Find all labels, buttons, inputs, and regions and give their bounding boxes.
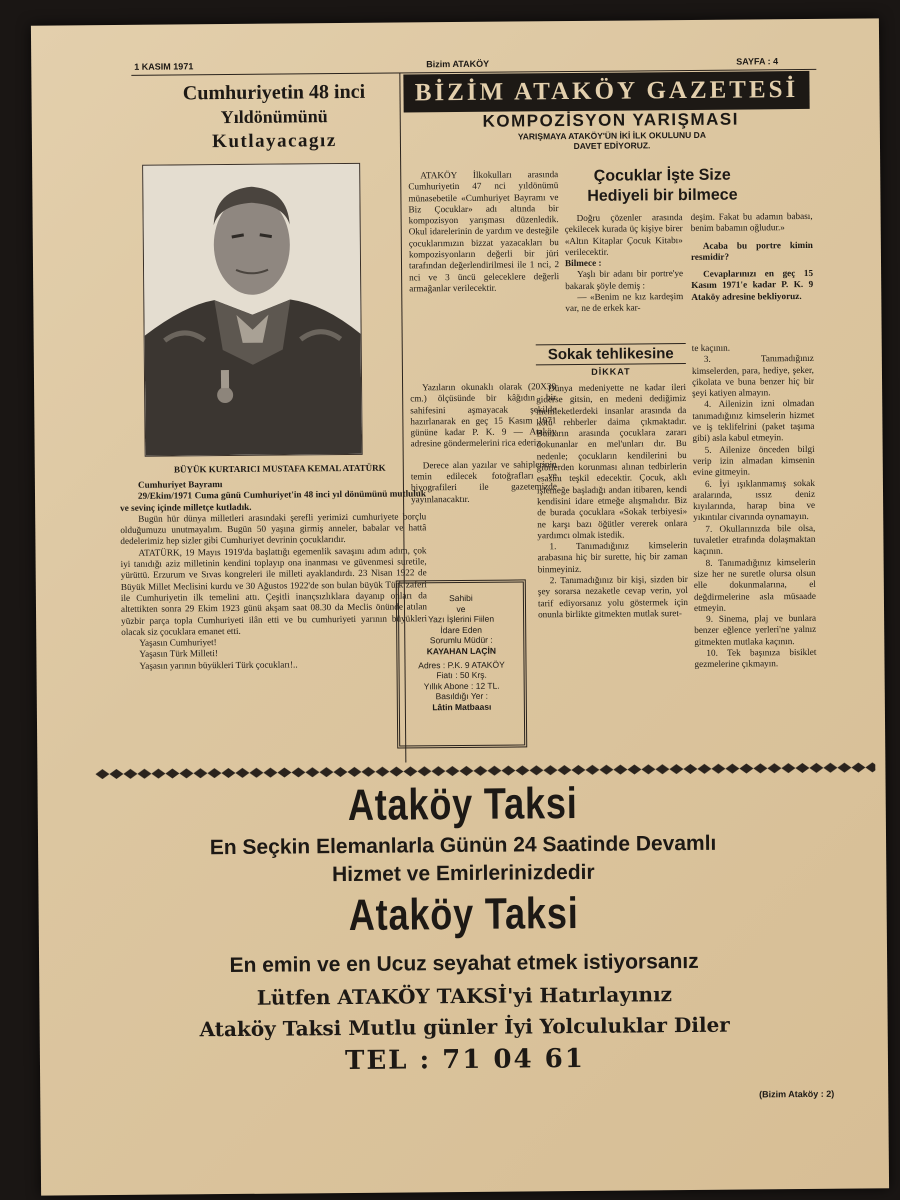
puzzle-article — [565, 212, 684, 315]
article-paragraph: 10. Tek başınıza bisiklet gezmelerine çıkmayın. — [694, 646, 817, 670]
imprint-line: Basıldığı Yer : — [435, 691, 489, 702]
invite-line: DAVET EDİYORUZ. — [573, 140, 651, 151]
article-paragraph: 1. Tanımadığınız kimselerin arabasına hiç bir surette, hiç bir zaman binmeyiniz. — [537, 540, 688, 575]
imprint-line: Sahibi — [449, 592, 473, 604]
article-paragraph: 7. Okullarınızda bile olsa, tuvaletler etrafında dolaşmaktan kaçının. — [693, 522, 816, 557]
article-paragraph: Derece alan yazılar ve sahiplerinin temin edilecek fotoğrafları ve biyografileri ile gazetemizde yayınlanacaktır. — [410, 458, 557, 505]
article-paragraph: ATATÜRK, 19 Mayıs 1919'da başlattığı egemenlik savaşını adım adım, çok iyi tanıdığı aziz milletinin kendini toplayıp ona inanması ve güvenmesi suretile, yürüttü. Erzurum ve Sıvas kongreleri ile milleti ayaklandırdı. 23 Nisan 1922 de Büyük Millet Meclisini kurdu ve 30 Ağustos 1922'de son bulan büyük Türk zaferi ile Cumhuriyetin ilk temelini attı. Çeşitli inançsızlıklara dayanıp onları da altettikten sonra 29 Ekim 1923 günü akşam saat 08.30 da Meclis önünde atılan yüzbir parça topla Cumhuriyeti ilân etti ve bu cumhuriyeti yarının büyükleri olacak siz çocuklara emanet etti. — [120, 545, 428, 637]
article-paragraph: 29/Ekim/1971 Cuma günü Cumhuriyet'in 48 inci yıl dönümünü mutluluk ve sevinç içinde milletçe kutladık. — [120, 488, 427, 513]
article-paragraph: 4. Ailenizin izni olmadan tanımadığınız kimselerin hizmet ve iş teklifelrini (paket taşıma gibi) asla kabul etmeyin. — [692, 398, 815, 444]
article-paragraph: Dünya medeniyette ne kadar ileri giderse gitsin, en medeni dediğimiz memleketlerdeki insanlar arasında da kötü rehberler daima çıkmaktadır. Bunların arasında çocuklara zararı dokunanlar en mel'unları dır. Bu nedenle; çocukların kendilerini bu gibilerden korunması alınan tedbirlerin esasını teşkil edecektir. Çocuk, aklı işlemeğe başladığı andan itibaren, kendi kendisini idare etmeğe alışmalıdır. Biz de burada çocuklara «Sokak terbiyesi» ne karşı bazı öğütler vererek onlara yardımcı olmak istedik. — [536, 382, 688, 541]
ornament-border — [95, 760, 875, 779]
article-paragraph: — «Benim ne kız kardeşim var, ne de erkek kar- — [565, 291, 684, 314]
imprint-line: ve — [456, 603, 466, 614]
imprint-line: Yazı İşlerini Fiilen — [428, 613, 495, 625]
paper-name: Bizim ATAKÖY — [426, 58, 490, 70]
puzzle-article-cont — [691, 211, 814, 303]
article-paragraph: 2. Tanımadığınız bir kişi, sizden bir şey sorarsa nezaketle cevap verin, yol tarif ediyorsanız yolu göstermek için onunla birlikte gitmekten mutlak suret- — [537, 574, 689, 620]
ad-line: Hizmet ve Emirlerinizdedir — [331, 860, 595, 887]
article-paragraph: Yaşasın yarının büyükleri Türk çocukları!.. — [139, 659, 298, 671]
article-paragraph: deşim. Fakat bu adamın babası, benim babamın oğludur.» — [690, 210, 813, 234]
ad-line: En Seçkin Elemanlarla Günün 24 Saatinde Devamlı — [209, 831, 717, 860]
contest-title: KOMPOZİSYON YARIŞMASI — [482, 109, 739, 131]
article-paragraph: Yaşasın Türk Milleti! — [139, 648, 218, 660]
puzzle-label: Bilmece : — [564, 257, 602, 269]
article-paragraph: 3. Tanımadığınız kimselerden, para, hediye, şeker, çikolata ve buna benzer hiç bir şeyi katiyen almayın. — [691, 353, 815, 399]
imprint-line: Adres : P.K. 9 ATAKÖY — [418, 659, 505, 670]
ad-line: Ataköy Taksi Mutlu günler İyi Yolculuklar Diler — [199, 1012, 730, 1042]
contest-invite — [452, 129, 772, 152]
ad-headline: Ataköy Taksi — [347, 778, 578, 830]
street-danger-article — [536, 382, 688, 621]
headline-line2: Yıldönümünü — [220, 106, 328, 128]
ad-line: Lütfen ATAKÖY TAKSİ'yi Hatırlayınız — [256, 982, 673, 1010]
article-paragraph: 8. Tanımadığınız kimselerin size her ne suretle olursa olsun elle dokunmalarına, el değdirmelerine asla müsaade etmeyin. — [693, 556, 816, 613]
article-subhead: Cumhuriyet Bayramı — [137, 479, 223, 490]
article-paragraph: Yazıların okunaklı olarak (20X30 cm.) ölçüsünde bir kâğıdın bir sahifesini aşmayacak şekilde hazırlanarak en geç 15 Kasım 1971 gününe kadar P. K. 9 — Ataköy adresine göndermelerini rica ederiz. — [410, 381, 557, 449]
puzzle-title — [537, 165, 787, 207]
imprint-editor: KAYAHAN LAÇİN — [426, 645, 497, 657]
masthead — [403, 71, 809, 113]
article-paragraph: Yaşasın Cumhuriyet! — [139, 637, 217, 648]
article-paragraph: Doğru çözenler arasında çekilecek kurada üç kişiye birer «Altın Kitaplar Çocuk Kitabı» verilecektir. — [564, 212, 683, 257]
imprint-box — [396, 579, 527, 748]
issue-date: 1 KASIM 1971 — [134, 61, 194, 72]
ad-phone: TEL : 71 04 61 — [344, 1043, 585, 1077]
article-cumhuriyet — [120, 477, 428, 672]
article-paragraph: ATAKÖY İlkokulları arasında Cumhuriyetin 47 nci yıldönümü münasebetile «Cumhuriyet Bayramı ve Biz Çocuklar» adı altında bir kompozisyon yarışması düzenledik. Okul idarelerinin de yardım ve desteğile çocuklarımızın bizzat yazacakları bu kompozisyonların değerli bir jüri tarafından değerlendirilmesi ile 1 nci, 2 nci ve 3 üncü geleceklere değerli armağanlar verilecektir. — [408, 169, 560, 294]
article-paragraph: 5. Ailenize önceden bilgi verip izin almadan kimsenin evine gitmeyin. — [692, 443, 815, 478]
street-danger-subtitle: DİKKAT — [591, 366, 631, 377]
puzzle-question: Acaba bu portre kimin resmidir? — [690, 239, 813, 262]
page-number: SAYFA : 4 — [736, 56, 779, 67]
street-danger-heading — [536, 343, 686, 377]
portrait-caption: BÜYÜK KURTARICI MUSTAFA KEMAL ATATÜRK — [173, 462, 386, 475]
masthead-text: BİZİM ATAKÖY GAZETESİ — [414, 76, 799, 107]
article-paragraph: te kaçının. — [691, 342, 731, 353]
headline-line1: Cumhuriyetin 48 inci — [182, 80, 366, 105]
imprint-line: Yıllık Abone : 12 TL. — [423, 680, 500, 692]
ad-headline: Ataköy Taksi — [348, 888, 579, 940]
street-danger-title: Sokak tehlikesine — [536, 343, 686, 365]
newspaper-page — [31, 18, 889, 1195]
article-paragraph: Bugün hür dünya milletleri arasındaki şerefli yerimizi cumhuriyete borçlu olduğumuzu unutmayalım. Bugün 50 yaşına girmiş anneler, babalar ve hattâ dedelerimiz hep sizler gibi Cumhuriyet devrinin çocuklarıdır. — [120, 511, 427, 547]
imprint-line: Fiatı : 50 Krş. — [436, 669, 487, 681]
imprint-line: İdare Eden — [440, 624, 483, 635]
puzzle-title-line: Çocuklar İşte Size — [593, 166, 731, 185]
contest-article-cont — [410, 381, 557, 505]
headline-line3: Kutlayacagız — [212, 130, 337, 153]
puzzle-title-line: Hediyeli bir bilmece — [587, 186, 738, 205]
ataturk-portrait — [142, 163, 363, 457]
article-paragraph: 9. Sinema, plaj ve bunlara benzer eğlence yerleri'ne yalnız gitmekten mutlaka kaçının. — [694, 613, 817, 647]
invite-line: YARIŞMAYA ATAKÖY'ÜN İKİ İLK OKULUNU DA — [517, 129, 706, 142]
article-paragraph: 6. İyi ışıklanmamış sokak aralarında, ıssız deniz kıyılarında, harap bina ve yıkıntılar civarında oynamayın. — [692, 477, 816, 523]
page-reference: (Bizim Ataköy : 2) — [759, 1088, 835, 1100]
imprint-line: Sorumlu Müdür : — [429, 635, 493, 646]
article-paragraph: Yaşlı bir adanı bir portre'ye bakarak şöyle demiş : — [565, 268, 684, 291]
puzzle-deadline: Cevaplarınızı en geç 15 Kasım 1971'e kadar P. K. 9 Ataköy adresine bekliyoruz. — [691, 268, 814, 302]
street-danger-article-cont — [692, 342, 817, 671]
imprint-printer: Lâtin Matbaası — [432, 701, 492, 713]
ad-line: En emin ve en Ucuz seyahat etmek istiyorsanız — [229, 949, 699, 978]
